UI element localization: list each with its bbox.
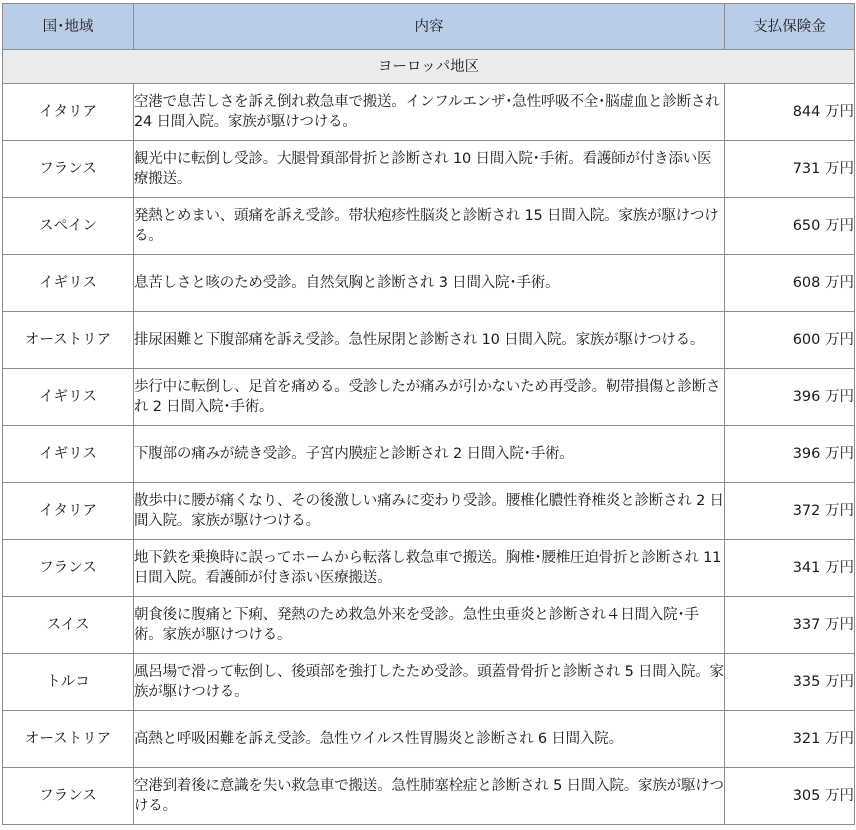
cell-amount: 305 万円 xyxy=(725,768,855,825)
table-row xyxy=(3,426,855,483)
cell-amount: 600 万円 xyxy=(725,312,855,369)
table-row xyxy=(3,141,855,198)
cell-country: イギリス xyxy=(3,255,134,312)
cell-country: オーストリア xyxy=(3,711,134,768)
cell-content: 歩行中に転倒し、足首を痛める。受診したが痛みが引かないため再受診。靭帯損傷と診断され 2 日間入院･手術。 xyxy=(134,369,725,426)
header-content: 内容 xyxy=(134,4,725,50)
table-row xyxy=(3,483,855,540)
table-row xyxy=(3,654,855,711)
cell-amount: 335 万円 xyxy=(725,654,855,711)
cell-content: 散歩中に腰が痛くなり、その後激しい痛みに変わり受診。腰椎化膿性脊椎炎と診断され 2 日間入院。家族が駆けつける。 xyxy=(134,483,725,540)
cell-country: スペイン xyxy=(3,198,134,255)
cell-content: 地下鉄を乗換時に誤ってホームから転落し救急車で搬送。胸椎･腰椎圧迫骨折と診断され 11 日間入院。看護師が付き添い医療搬送。 xyxy=(134,540,725,597)
table-row xyxy=(3,312,855,369)
cell-country: フランス xyxy=(3,540,134,597)
header-row xyxy=(3,4,855,50)
table-body xyxy=(3,50,855,825)
cell-country: イギリス xyxy=(3,369,134,426)
cell-amount: 396 万円 xyxy=(725,369,855,426)
cell-amount: 372 万円 xyxy=(725,483,855,540)
claims-table xyxy=(2,3,855,825)
table-row xyxy=(3,255,855,312)
cell-content: 風呂場で滑って転倒し、後頭部を強打したため受診。頭蓋骨骨折と診断され 5 日間入院。家族が駆けつける。 xyxy=(134,654,725,711)
region-label: ヨーロッパ地区 xyxy=(3,50,855,84)
cell-amount: 341 万円 xyxy=(725,540,855,597)
cell-amount: 731 万円 xyxy=(725,141,855,198)
cell-country: イタリア xyxy=(3,84,134,141)
cell-content: 発熱とめまい、頭痛を訴え受診。帯状疱疹性脳炎と診断され 15 日間入院。家族が駆けつける。 xyxy=(134,198,725,255)
cell-content: 下腹部の痛みが続き受診。子宮内膜症と診断され 2 日間入院･手術。 xyxy=(134,426,725,483)
cell-country: イギリス xyxy=(3,426,134,483)
cell-content: 高熱と呼吸困難を訴え受診。急性ウイルス性胃腸炎と診断され 6 日間入院。 xyxy=(134,711,725,768)
table-row xyxy=(3,84,855,141)
table-header xyxy=(3,4,855,50)
cell-content: 空港で息苦しさを訴え倒れ救急車で搬送。インフルエンザ･急性呼吸不全･脳虚血と診断され 24 日間入院。家族が駆けつける。 xyxy=(134,84,725,141)
cell-content: 空港到着後に意識を失い救急車で搬送。急性肺塞栓症と診断され 5 日間入院。家族が駆けつける。 xyxy=(134,768,725,825)
header-amount: 支払保険金 xyxy=(725,4,855,50)
cell-country: フランス xyxy=(3,768,134,825)
table-row xyxy=(3,597,855,654)
table-row xyxy=(3,711,855,768)
table-row xyxy=(3,198,855,255)
cell-content: 朝食後に腹痛と下痢、発熱のため救急外来を受診。急性虫垂炎と診断され４日間入院･手術。家族が駆けつける。 xyxy=(134,597,725,654)
region-row xyxy=(3,50,855,84)
cell-content: 排尿困難と下腹部痛を訴え受診。急性尿閉と診断され 10 日間入院。家族が駆けつける。 xyxy=(134,312,725,369)
cell-amount: 337 万円 xyxy=(725,597,855,654)
cell-country: イタリア xyxy=(3,483,134,540)
cell-amount: 844 万円 xyxy=(725,84,855,141)
cell-country: スイス xyxy=(3,597,134,654)
cell-amount: 321 万円 xyxy=(725,711,855,768)
cell-amount: 650 万円 xyxy=(725,198,855,255)
cell-country: トルコ xyxy=(3,654,134,711)
table-row xyxy=(3,768,855,825)
cell-content: 観光中に転倒し受診。大腿骨頚部骨折と診断され 10 日間入院･手術。看護師が付き添い医療搬送。 xyxy=(134,141,725,198)
header-country: 国･地域 xyxy=(3,4,134,50)
cell-amount: 396 万円 xyxy=(725,426,855,483)
cell-content: 息苦しさと咳のため受診。自然気胸と診断され 3 日間入院･手術。 xyxy=(134,255,725,312)
cell-amount: 608 万円 xyxy=(725,255,855,312)
cell-country: フランス xyxy=(3,141,134,198)
table-row xyxy=(3,369,855,426)
table-row xyxy=(3,540,855,597)
cell-country: オーストリア xyxy=(3,312,134,369)
